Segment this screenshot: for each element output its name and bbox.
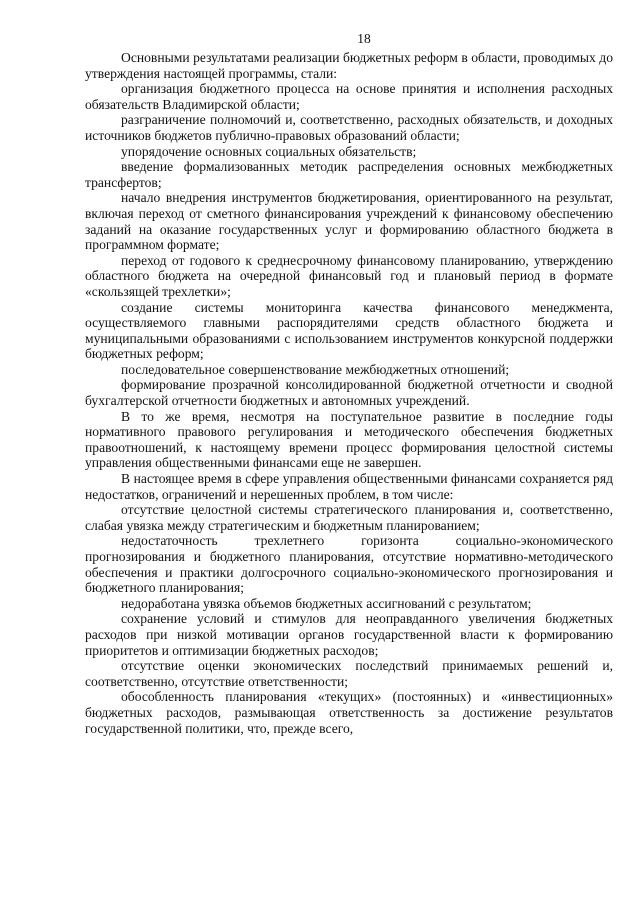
paragraph: упорядочение основных социальных обязательств;: [121, 143, 417, 159]
paragraph: обособленность планирования «текущих» (постоянных) и «инвестиционных» бюджетных расходов, размывающая ответственность за достижение результатов государственной политики, что, прежде всего,: [85, 689, 613, 736]
paragraph: формирование прозрачной консолидированной бюджетной отчетности и сводной бухгалтерской отчетности бюджетных и автономных учреждений.: [85, 377, 613, 409]
paragraph: переход от годового к среднесрочному финансовому планированию, утверждению областного бюджета на очередной финансовый год и плановый период в формате «скользящей трехлетки»;: [85, 252, 613, 299]
page-number: 18: [357, 31, 371, 46]
paragraph: организация бюджетного процесса на основе принятия и исполнения расходных обязательств Владимирской области;: [85, 81, 613, 112]
paragraph: разграничение полномочий и, соответственно, расходных обязательств, и доходных источников бюджетов публично-правовых образований области;: [85, 112, 613, 143]
paragraph: отсутствие оценки экономических последствий принимаемых решений и, соответственно, отсутствие ответственности;: [85, 658, 613, 689]
paragraph: Основными результатами реализации бюджетных реформ в области, проводимых до утверждения настоящей программы, стали:: [85, 50, 613, 81]
paragraph: последовательное совершенствование межбюджетных отношений;: [121, 361, 510, 377]
paragraph: В то же время, несмотря на поступательное развитие в последние годы нормативного правового регулирования и методического обеспечения бюджетных правоотношений, к настоящему времени процесс формирования целостной системы управления общественными финансами еще не завершен.: [85, 408, 613, 471]
paragraph: недоработана увязка объемов бюджетных ассигнований с результатом;: [121, 595, 532, 611]
paragraph: недостаточность трехлетнего горизонта социально-экономического прогнозирования и бюджетного планирования, отсутствие нормативно-методического обеспечения и практики долгосрочного социально-экономического прогнозирования и бюджетного планирования;: [85, 533, 613, 596]
paragraph: создание системы мониторинга качества финансового менеджмента, осуществляемого главными распорядителями средств областного бюджета и муниципальными образованиями с использованием инструментов конкурсной поддержки бюджетных реформ;: [85, 299, 613, 362]
paragraph: начало внедрения инструментов бюджетирования, ориентированного на результат, включая переход от сметного финансирования учреждений к финансовому обеспечению заданий на оказание государственных услуг и формированию областного бюджета в программном формате;: [85, 190, 613, 253]
paragraph: сохранение условий и стимулов для неоправданного увеличения бюджетных расходов при низкой мотивации органов государственной власти к формированию приоритетов и оптимизации бюджетных расходов;: [85, 611, 613, 658]
body-text: [85, 50, 613, 736]
paragraph: отсутствие целостной системы стратегического планирования и, соответственно, слабая увязка между стратегическим и бюджетным планированием;: [85, 502, 613, 533]
paragraph: введение формализованных методик распределения основных межбюджетных трансфертов;: [85, 159, 613, 190]
paragraph: В настоящее время в сфере управления общественными финансами сохраняется ряд недостатков, ограничений и нерешенных проблем, в том числе:: [85, 471, 613, 502]
